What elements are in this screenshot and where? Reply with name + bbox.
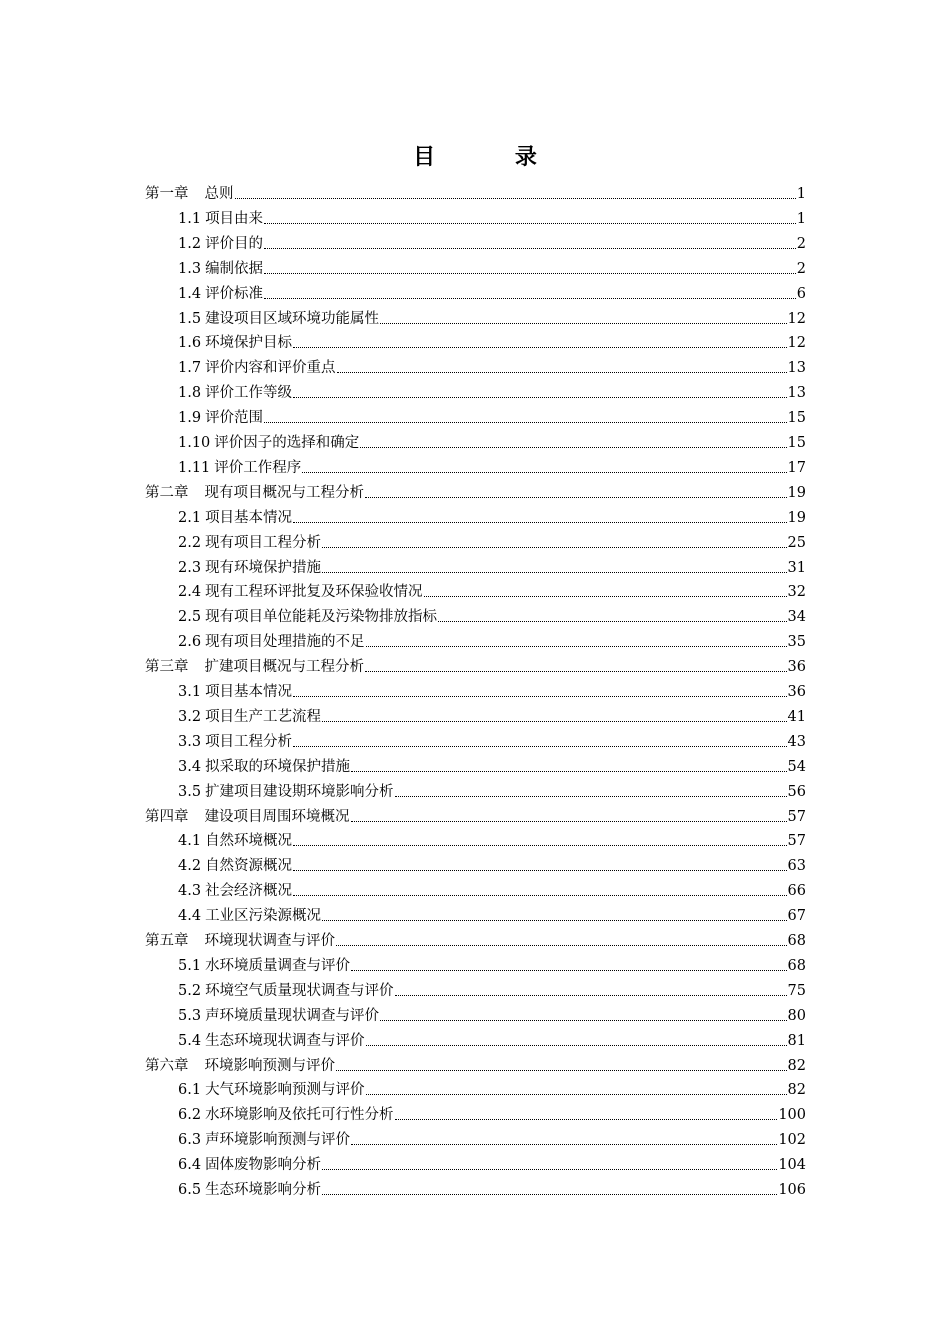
- toc-entry-label: [145, 931, 335, 951]
- toc-entry-label: [178, 856, 292, 876]
- toc-dot-leader: [336, 1070, 787, 1071]
- toc-section-entry[interactable]: [178, 977, 806, 1001]
- toc-entry-number: 4.2: [178, 858, 202, 875]
- toc-section-entry[interactable]: [178, 504, 806, 528]
- toc-entry-number: 1.1: [178, 210, 202, 227]
- toc-entry-label: [145, 483, 364, 503]
- toc-section-entry[interactable]: [178, 678, 806, 702]
- toc-page-number: 32: [787, 584, 806, 601]
- toc-entry-label: [178, 408, 263, 428]
- toc-page-number: 67: [787, 908, 806, 925]
- toc-entry-label: [178, 309, 379, 329]
- toc-entry-title: 扩建项目建设期环境影响分析: [205, 783, 394, 800]
- toc-entry-title: 环境现状调查与评价: [204, 933, 335, 949]
- toc-page-number: 34: [787, 609, 806, 626]
- toc-page-number: 80: [787, 1007, 806, 1024]
- toc-entry-title: 现有项目单位能耗及污染物排放指标: [205, 609, 438, 626]
- toc-dot-leader: [424, 596, 787, 597]
- toc-dot-leader: [293, 522, 786, 523]
- toc-entry-title: 项目生产工艺流程: [205, 708, 322, 725]
- toc-dot-leader: [293, 870, 786, 871]
- toc-entry-title: 评价内容和评价重点: [205, 360, 336, 377]
- toc-entry-label: [178, 284, 263, 304]
- toc-entry-title: 固体废物影响分析: [205, 1157, 322, 1174]
- toc-entry-label: [178, 981, 394, 1001]
- toc-section-entry[interactable]: [178, 827, 806, 851]
- toc-entry-label: [178, 358, 336, 378]
- toc-entry-label: [178, 1031, 365, 1051]
- toc-entry-title: 评价目的: [205, 235, 264, 252]
- toc-section-entry[interactable]: [178, 902, 806, 926]
- toc-entry-label: [178, 1130, 350, 1150]
- toc-page-number: 1: [796, 186, 806, 202]
- toc-section-entry[interactable]: [178, 603, 806, 627]
- toc-entry-number: 3.2: [178, 708, 202, 725]
- toc-entry-number: 3.1: [178, 684, 202, 700]
- toc-entry-label: [178, 682, 292, 702]
- toc-dot-leader: [293, 696, 786, 697]
- toc-page-number: 17: [787, 459, 806, 476]
- toc-entry-number: 5.4: [178, 1032, 202, 1049]
- toc-entry-label: [178, 582, 423, 602]
- toc-entry-label: [145, 184, 234, 204]
- toc-dot-leader: [322, 572, 786, 573]
- toc-dot-leader: [322, 547, 786, 548]
- toc-entry-label: [178, 607, 437, 627]
- toc-entry-title: 编制依据: [205, 260, 264, 277]
- toc-entry-title: 生态环境影响分析: [205, 1182, 322, 1198]
- toc-section-entry[interactable]: [178, 1126, 806, 1150]
- toc-page-number: 82: [787, 1082, 806, 1099]
- toc-entry-title: 建设项目区域环境功能属性: [205, 310, 380, 327]
- toc-dot-leader: [351, 1144, 777, 1145]
- toc-entry-number: 3.4: [178, 758, 202, 775]
- toc-entry-title: 项目由来: [205, 210, 264, 227]
- toc-entry-title: 现有项目概况与工程分析: [204, 484, 364, 501]
- toc-entry-label: [178, 1155, 321, 1175]
- toc-page-number: 6: [796, 285, 806, 302]
- toc-chapter-entry[interactable]: [145, 1052, 806, 1076]
- toc-section-entry[interactable]: [178, 952, 806, 976]
- toc-dot-leader: [365, 497, 787, 498]
- toc-entry-label: [178, 1105, 394, 1125]
- toc-entry-number: 4.4: [178, 908, 202, 925]
- toc-entry-number: 6.3: [178, 1132, 202, 1149]
- toc-entry-title: 评价标准: [205, 285, 264, 302]
- toc-entry-title: 生态环境现状调查与评价: [205, 1032, 365, 1049]
- toc-page-number: 75: [787, 982, 806, 999]
- toc-entry-title: 现有项目工程分析: [205, 534, 322, 551]
- toc-dot-leader: [293, 845, 786, 846]
- toc-entry-label: [178, 707, 321, 727]
- toc-entry-label: [178, 533, 321, 553]
- toc-entry-label: [178, 333, 292, 353]
- toc-page-number: 56: [787, 783, 806, 800]
- toc-entry-title: 总则: [204, 186, 234, 202]
- toc-entry-label: [178, 209, 263, 229]
- toc-entry-number: 1.4: [178, 285, 202, 302]
- toc-entry-number: 6.5: [178, 1182, 202, 1198]
- toc-entry-label: [178, 558, 321, 578]
- toc-entry-title: 评价范围: [205, 410, 264, 427]
- toc-entry-title: 自然资源概况: [205, 858, 293, 875]
- toc-page-number: 43: [787, 733, 806, 750]
- toc-dot-leader: [322, 1194, 777, 1195]
- toc-dot-leader: [365, 671, 787, 672]
- toc-page-number: 36: [787, 684, 806, 700]
- page-title: 目 录: [413, 144, 573, 170]
- toc-entry-title: 评价工作等级: [205, 385, 293, 402]
- toc-dot-leader: [380, 1020, 786, 1021]
- toc-section-entry[interactable]: [178, 877, 806, 901]
- toc-dot-leader: [264, 273, 796, 274]
- toc-section-entry[interactable]: [178, 205, 806, 229]
- toc-dot-leader: [293, 397, 786, 398]
- toc-section-entry[interactable]: [178, 1176, 806, 1200]
- toc-dot-leader: [322, 920, 786, 921]
- toc-section-entry[interactable]: [178, 280, 806, 304]
- toc-entry-title: 现有项目处理措施的不足: [205, 634, 365, 651]
- toc-dot-leader: [322, 721, 786, 722]
- toc-entry-label: [178, 757, 350, 777]
- toc-entry-label: [178, 1180, 321, 1200]
- toc-entry-number: 1.5: [178, 310, 202, 327]
- toc-chapter-entry[interactable]: [145, 479, 806, 503]
- toc-entry-number: 5.3: [178, 1007, 202, 1024]
- toc-entry-title: 评价因子的选择和确定: [214, 435, 360, 451]
- toc-page-number: 36: [787, 659, 806, 676]
- toc-entry-title: 现有环境保护措施: [205, 559, 322, 576]
- toc-dot-leader: [264, 248, 796, 249]
- toc-dot-leader: [351, 970, 786, 971]
- toc-entry-label: [178, 906, 321, 926]
- toc-entry-number: 1.6: [178, 335, 202, 352]
- toc-entry-number: 第四章: [145, 808, 189, 825]
- toc-section-entry[interactable]: [178, 628, 806, 652]
- toc-section-entry[interactable]: [178, 554, 806, 578]
- toc-entry-title: 环境影响预测与评价: [204, 1057, 335, 1074]
- toc-chapter-entry[interactable]: [145, 803, 806, 827]
- toc-dot-leader: [395, 796, 787, 797]
- toc-dot-leader: [351, 771, 786, 772]
- toc-section-entry[interactable]: [178, 703, 806, 727]
- toc-entry-number: 3.3: [178, 733, 202, 750]
- toc-section-entry[interactable]: [178, 429, 806, 453]
- toc-page-number: 12: [787, 310, 806, 327]
- toc-section-entry[interactable]: [178, 454, 806, 478]
- toc-page-number: 54: [787, 758, 806, 775]
- toc-section-entry[interactable]: [178, 578, 806, 602]
- toc-entry-number: 第三章: [145, 659, 189, 676]
- toc-entry-title: 大气环境影响预测与评价: [205, 1082, 365, 1099]
- toc-entry-title: 现有工程环评批复及环保验收情况: [205, 584, 423, 601]
- toc-page-number: 100: [778, 1107, 806, 1124]
- toc-page-number: 2: [796, 260, 806, 277]
- toc-entry-number: 2.6: [178, 634, 202, 651]
- toc-section-entry[interactable]: [178, 529, 806, 553]
- toc-page-number: 19: [787, 484, 806, 501]
- toc-dot-leader: [395, 1119, 778, 1120]
- toc-section-entry[interactable]: [178, 305, 806, 329]
- toc-entry-number: 4.3: [178, 883, 202, 900]
- toc-dot-leader: [264, 223, 796, 224]
- toc-page-number: 66: [787, 883, 806, 900]
- toc-entry-number: 2.5: [178, 609, 202, 626]
- toc-page-number: 31: [787, 559, 806, 576]
- toc-page-number: 106: [778, 1182, 806, 1198]
- toc-entry-title: 环境空气质量现状调查与评价: [205, 982, 394, 999]
- toc-entry-label: [178, 508, 292, 528]
- toc-entry-label: [178, 383, 292, 403]
- toc-entry-number: 2.1: [178, 509, 202, 526]
- toc-dot-leader: [293, 746, 786, 747]
- toc-section-entry[interactable]: [178, 852, 806, 876]
- toc-page-number: 35: [787, 634, 806, 651]
- toc-entry-number: 5.1: [178, 957, 202, 974]
- toc-entry-label: [178, 433, 359, 453]
- toc-section-entry[interactable]: [178, 728, 806, 752]
- toc-entry-title: 项目基本情况: [205, 684, 293, 700]
- toc-dot-leader: [380, 323, 786, 324]
- toc-dot-leader: [293, 347, 786, 348]
- toc-entry-title: 工业区污染源概况: [205, 908, 322, 925]
- toc-entry-label: [178, 458, 301, 478]
- toc-page-number: 82: [787, 1057, 806, 1074]
- toc-page-number: 15: [787, 410, 806, 427]
- toc-entry-number: 1.2: [178, 235, 202, 252]
- toc-section-entry[interactable]: [178, 230, 806, 254]
- toc-entry-title: 扩建项目概况与工程分析: [204, 659, 364, 676]
- toc-dot-leader: [438, 621, 786, 622]
- toc-section-entry[interactable]: [178, 1002, 806, 1026]
- toc-section-entry[interactable]: [178, 354, 806, 378]
- toc-dot-leader: [366, 646, 787, 647]
- toc-entry-title: 环境保护目标: [205, 335, 293, 352]
- toc-page-number: 63: [787, 858, 806, 875]
- toc-chapter-entry[interactable]: [145, 180, 806, 204]
- toc-entry-number: 1.7: [178, 360, 202, 377]
- toc-dot-leader: [302, 472, 786, 473]
- toc-entry-number: 6.2: [178, 1107, 202, 1124]
- toc-page-number: 12: [787, 335, 806, 352]
- toc-page-number: 41: [787, 708, 806, 725]
- toc-section-entry[interactable]: [178, 1151, 806, 1175]
- toc-section-entry[interactable]: [178, 255, 806, 279]
- toc-section-entry[interactable]: [178, 329, 806, 353]
- toc-entry-title: 评价工作程序: [214, 459, 302, 476]
- toc-entry-label: [178, 831, 292, 851]
- toc-entry-title: 社会经济概况: [205, 883, 293, 900]
- toc-entry-title: 建设项目周围环境概况: [204, 808, 350, 825]
- toc-chapter-entry[interactable]: [145, 927, 806, 951]
- toc-entry-label: [178, 782, 394, 802]
- toc-dot-leader: [351, 821, 787, 822]
- toc-entry-title: 声环境影响预测与评价: [205, 1132, 351, 1149]
- toc-dot-leader: [235, 198, 796, 199]
- toc-entry-number: 第六章: [145, 1057, 189, 1074]
- toc-entry-label: [178, 234, 263, 254]
- toc-entry-title: 自然环境概况: [205, 833, 293, 850]
- toc-dot-leader: [366, 1094, 787, 1095]
- toc-entry-number: 2.3: [178, 559, 202, 576]
- toc-entry-label: [178, 1080, 365, 1100]
- toc-entry-label: [178, 956, 350, 976]
- toc-page-number: 19: [787, 509, 806, 526]
- toc-dot-leader: [366, 1045, 787, 1046]
- toc-dot-leader: [264, 298, 796, 299]
- toc-dot-leader: [395, 995, 787, 996]
- toc-page-number: 13: [787, 360, 806, 377]
- toc-entry-number: 第五章: [145, 933, 189, 949]
- toc-entry-number: 3.5: [178, 783, 202, 800]
- toc-entry-label: [178, 632, 365, 652]
- toc-page-number: 68: [787, 957, 806, 974]
- toc-dot-leader: [322, 1169, 777, 1170]
- toc-entry-title: 项目基本情况: [205, 509, 293, 526]
- toc-entry-number: 5.2: [178, 982, 202, 999]
- toc-page-number: 2: [796, 235, 806, 252]
- toc-section-entry[interactable]: [178, 1076, 806, 1100]
- toc-dot-leader: [337, 372, 787, 373]
- toc-entry-label: [178, 259, 263, 279]
- toc-page-number: 104: [778, 1157, 806, 1174]
- toc-section-entry[interactable]: [178, 404, 806, 428]
- toc-entry-number: 6.1: [178, 1082, 202, 1099]
- toc-page-number: 25: [787, 534, 806, 551]
- toc-dot-leader: [293, 895, 786, 896]
- toc-entry-title: 水环境质量调查与评价: [205, 957, 351, 974]
- toc-chapter-entry[interactable]: [145, 653, 806, 677]
- toc-page-number: 57: [787, 833, 806, 850]
- toc-dot-leader: [360, 447, 786, 448]
- toc-page-number: 81: [787, 1032, 806, 1049]
- toc-section-entry[interactable]: [178, 1101, 806, 1125]
- toc-entry-number: 1.10: [178, 435, 211, 451]
- toc-entry-label: [145, 807, 350, 827]
- toc-entry-number: 1.3: [178, 260, 202, 277]
- toc-section-entry[interactable]: [178, 778, 806, 802]
- toc-entry-label: [178, 881, 292, 901]
- toc-entry-number: 6.4: [178, 1157, 202, 1174]
- toc-section-entry[interactable]: [178, 753, 806, 777]
- toc-entry-label: [145, 1056, 335, 1076]
- toc-section-entry[interactable]: [178, 379, 806, 403]
- toc-entry-title: 拟采取的环境保护措施: [205, 758, 351, 775]
- toc-entry-number: 1.8: [178, 385, 202, 402]
- toc-entry-label: [145, 657, 364, 677]
- toc-entry-title: 项目工程分析: [205, 733, 293, 750]
- toc-entry-number: 4.1: [178, 833, 202, 850]
- toc-dot-leader: [264, 422, 786, 423]
- toc-page-number: 15: [787, 435, 806, 451]
- toc-entry-title: 声环境质量现状调查与评价: [205, 1007, 380, 1024]
- toc-entry-number: 2.4: [178, 584, 202, 601]
- toc-dot-leader: [336, 945, 787, 946]
- toc-page-number: 13: [787, 385, 806, 402]
- toc-page-number: 68: [787, 933, 806, 949]
- toc-entry-number: 第二章: [145, 484, 189, 501]
- toc-entry-label: [178, 1006, 379, 1026]
- toc-entry-label: [178, 732, 292, 752]
- toc-page-number: 57: [787, 808, 806, 825]
- toc-entry-number: 第一章: [145, 186, 189, 202]
- toc-page-number: 102: [778, 1132, 806, 1149]
- toc-entry-number: 2.2: [178, 534, 202, 551]
- toc-entry-title: 水环境影响及依托可行性分析: [205, 1107, 394, 1124]
- toc-entry-number: 1.11: [178, 459, 211, 476]
- toc-page-number: 1: [796, 210, 806, 227]
- toc-entry-number: 1.9: [178, 410, 202, 427]
- toc-section-entry[interactable]: [178, 1027, 806, 1051]
